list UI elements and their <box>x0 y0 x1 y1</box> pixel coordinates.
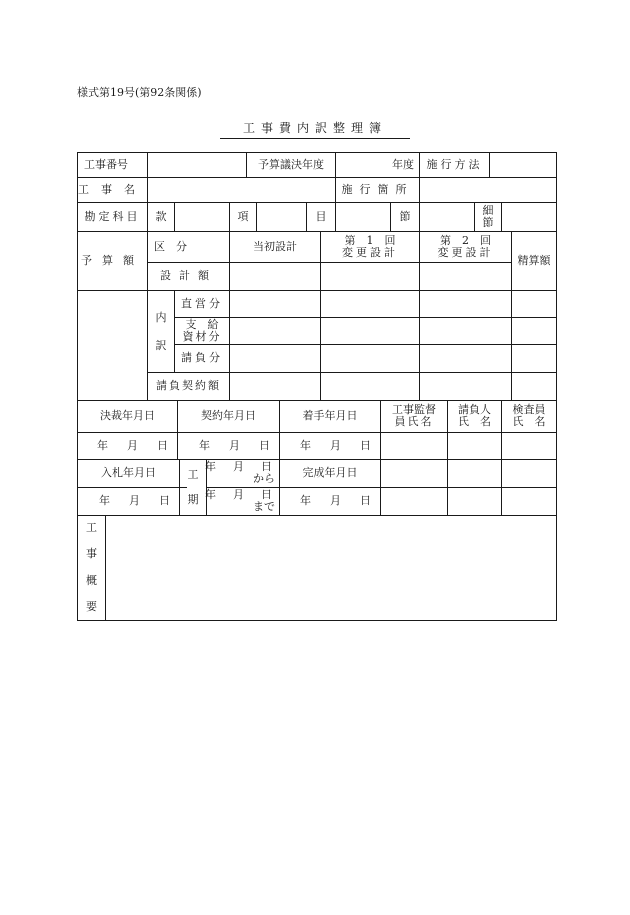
label-text: 当初設計 <box>253 239 297 253</box>
label-text: 第 2 回 <box>440 233 491 247</box>
grid-line <box>556 152 557 620</box>
label-ymd <box>280 487 375 515</box>
grid-line <box>147 177 148 202</box>
label-text: 請負契約額 <box>156 379 221 392</box>
label-text: 第 1 回 <box>344 233 396 247</box>
label-text: 完成年月日 <box>302 466 358 479</box>
label-text: 決裁年月日 <box>100 409 155 422</box>
label-text: 概 <box>86 573 97 587</box>
label-text: 年 月 日 <box>300 438 375 452</box>
label-text: 設計額 <box>160 269 217 282</box>
label-text: 節 <box>482 215 494 229</box>
label-text: 訳 <box>155 339 167 352</box>
grid-line <box>174 344 557 345</box>
label-text: 工事番号 <box>84 157 128 171</box>
label-seko-kasho <box>336 177 419 202</box>
label-text: 資材分 <box>182 329 222 343</box>
label-chokuei <box>175 290 229 317</box>
label-text: 年 月 日 <box>99 494 174 507</box>
grid-line <box>256 202 257 231</box>
grid-line <box>489 152 490 177</box>
label-kessai-date <box>78 400 177 432</box>
grid-line <box>419 177 420 202</box>
label-text: 年 月 日 <box>97 438 172 452</box>
grid-line <box>419 202 420 231</box>
label-text: 請負分 <box>181 351 223 364</box>
label-koki-start <box>207 459 275 487</box>
label-text: 氏 名 <box>512 415 546 428</box>
label-text: 細 <box>482 203 494 217</box>
label-uchiwake <box>148 304 174 360</box>
label-text: 変更設計 <box>342 245 398 259</box>
label-setsu <box>391 202 419 231</box>
label-text: 年 月 日 <box>199 438 274 452</box>
label-keiyaku-date <box>178 400 279 432</box>
label-text: 支 給 <box>185 317 219 331</box>
label-nyusatsu-date <box>78 459 179 487</box>
label-text: 工 <box>187 467 199 481</box>
grid-line <box>335 202 336 231</box>
label-koki <box>180 462 206 512</box>
label-ymd <box>178 432 274 459</box>
label-text: 勘定科目 <box>84 209 141 223</box>
label-text: 年 月 日 <box>205 460 275 473</box>
label-ymd <box>280 432 375 459</box>
grid-line <box>105 515 106 620</box>
label-koji-gaiyo <box>78 515 105 620</box>
grid-line <box>147 152 148 177</box>
label-nendo <box>336 152 414 177</box>
label-ko <box>230 202 256 231</box>
label-seisangaku <box>512 231 556 290</box>
label-text: 着手年月日 <box>302 409 358 422</box>
label-text: 内 <box>155 311 167 324</box>
grid-line <box>174 202 175 231</box>
label-text: 変更設計 <box>437 245 494 259</box>
label-text: まで <box>253 500 275 513</box>
label-text: 区 分 <box>154 239 187 253</box>
label-text: から <box>253 472 275 485</box>
grid-line <box>77 515 557 516</box>
label-kantoku <box>381 400 447 432</box>
label-saisetsu <box>475 202 501 231</box>
label-ymd <box>78 487 174 515</box>
label-koji-bango <box>84 152 142 177</box>
label-text: 予算額 <box>81 253 144 267</box>
label-text: 年 月 日 <box>205 488 275 501</box>
label-kanjo-kamoku <box>78 202 147 231</box>
label-text: 要 <box>86 599 97 613</box>
label-kansei-date <box>280 459 380 487</box>
label-henko-2 <box>420 231 511 262</box>
label-kan <box>148 202 174 231</box>
label-text: 年度 <box>392 157 414 171</box>
label-shikyu-shizai <box>175 317 229 344</box>
label-kubun <box>154 231 224 262</box>
label-ukeoi-keiyaku <box>148 372 229 400</box>
label-text: 款 <box>155 209 167 223</box>
label-tosho-sekkei <box>230 231 320 262</box>
label-koki-end <box>207 487 275 515</box>
grid-line <box>77 290 557 291</box>
label-text: 期 <box>187 492 199 506</box>
label-text: 契約年月日 <box>201 409 256 422</box>
label-text: 施行方法 <box>426 157 483 171</box>
label-ukeoinin <box>448 400 501 432</box>
label-text: 入札年月日 <box>101 466 156 479</box>
label-ukeoi <box>175 344 229 372</box>
label-seko-hoho <box>420 152 489 177</box>
label-text: 予算議決年度 <box>258 157 324 171</box>
label-text: 請負人 <box>458 403 491 416</box>
label-text: 工事名 <box>78 182 147 196</box>
label-text: 氏 名 <box>458 415 491 428</box>
label-text: 員氏名 <box>394 415 434 428</box>
label-text: 工事監督 <box>392 403 436 416</box>
label-yosangaku <box>78 231 147 290</box>
label-text: 工 <box>86 521 97 535</box>
label-sekkeigaku <box>148 262 229 290</box>
label-text: 施行箇所 <box>341 182 414 196</box>
grid-line <box>501 202 502 231</box>
page-title: 工事費内訳整理簿 <box>220 119 410 139</box>
grid-line <box>77 177 557 178</box>
grid-line <box>174 317 557 318</box>
label-text: 精算額 <box>517 253 551 267</box>
grid-line <box>77 620 557 621</box>
label-henko-1 <box>321 231 419 262</box>
label-text: 事 <box>86 547 97 561</box>
form-number: 様式第19号(第92条関係) <box>77 86 202 99</box>
label-text: 年 月 日 <box>300 494 375 507</box>
label-ymd <box>78 432 172 459</box>
label-text: 項 <box>237 209 249 223</box>
label-koji-mei <box>78 177 147 202</box>
label-text: 検査員 <box>512 403 546 416</box>
label-moku <box>307 202 335 231</box>
label-yosan-nendo <box>247 152 335 177</box>
label-text: 目 <box>315 209 327 223</box>
label-text: 節 <box>399 209 411 223</box>
label-kensain <box>502 400 556 432</box>
label-text: 直営分 <box>181 296 223 310</box>
label-chakushu-date <box>280 400 380 432</box>
